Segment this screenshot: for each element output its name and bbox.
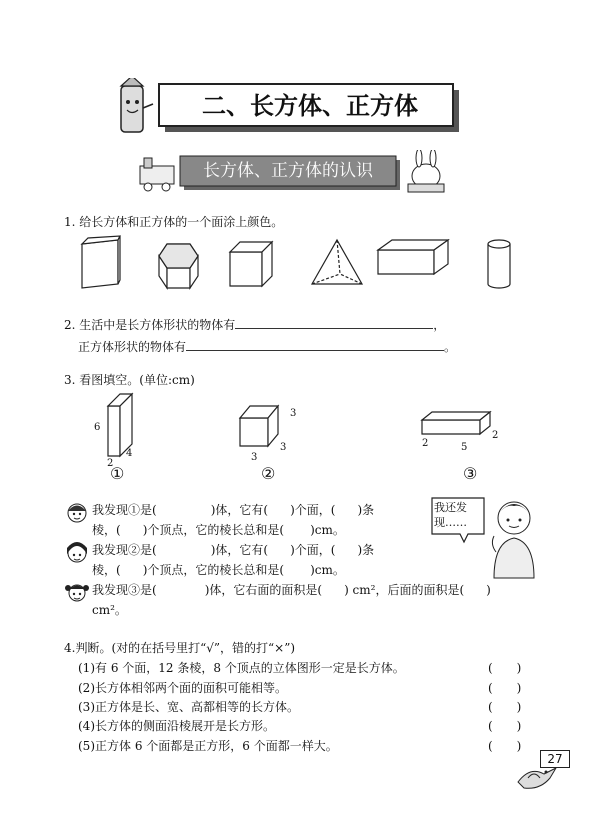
sub-title: 长方体、正方体的认识 [203, 161, 373, 181]
cylinder-shape [488, 240, 510, 288]
q4-item-3: (3)正方体是长、宽、高都相等的长方体。 [78, 700, 299, 714]
pyramid-shape [312, 240, 362, 284]
figure-2-cube [240, 406, 278, 446]
q4-answer-1[interactable]: ( ) [488, 661, 522, 675]
fig2-side-c-label: 3 [251, 452, 258, 463]
fig2-label: ② [261, 464, 276, 483]
f1-line2-c: )cm。 [310, 523, 345, 537]
q2-line1-end: ， [433, 318, 446, 332]
f1-line1-c: )个面，( [290, 503, 336, 517]
long-box-shape [378, 240, 448, 274]
girl-pigtails-avatar-icon [64, 580, 90, 604]
f2-line2-b: )个顶点，它的棱长总和是( [142, 563, 285, 577]
cube-shape [230, 242, 272, 286]
page-number: 27 [540, 750, 570, 768]
fig3-length-label: 5 [461, 442, 468, 453]
f3-line1-c: ) cm²，后面的面积是( [344, 583, 465, 597]
hexagonal-prism-shape [159, 244, 198, 288]
q2-line2 [78, 338, 456, 355]
f3-line1-d: ) [486, 583, 491, 597]
q4-answer-2[interactable]: ( ) [488, 681, 522, 695]
train-icon [140, 158, 174, 191]
f2-line2-c: )cm。 [310, 563, 345, 577]
pencil-mascot-icon [121, 78, 153, 132]
fig2-side-a-label: 3 [290, 408, 297, 419]
f2-line2 [92, 562, 345, 578]
fig3-width-label: 2 [422, 438, 429, 449]
f2-line1 [92, 542, 374, 558]
main-title: 二、长方体、正方体 [202, 91, 418, 120]
fig3-height-label: 2 [492, 430, 499, 441]
f3-line1-a: 我发现③是( [92, 583, 157, 597]
f2-line1-c: )个面，( [290, 543, 336, 557]
q3-figures [80, 388, 520, 488]
q3-text: 3. 看图填空。(单位:cm) [64, 373, 195, 387]
q4-answer-3[interactable]: ( ) [488, 700, 522, 714]
q2-line1 [64, 316, 445, 333]
fig1-label: ① [110, 464, 125, 483]
f2-line1-b: )体，它有( [210, 543, 269, 557]
q4-item-2: (2)长方体相邻两个面的面积可能相等。 [78, 681, 287, 695]
q2-line2-end: 。 [444, 340, 457, 354]
f2-line1-a: 我发现②是( [92, 543, 157, 557]
f3-line1 [92, 582, 491, 598]
speech-bubble-text: 我还发现…… [434, 501, 467, 529]
fig1-depth-label: 2 [107, 458, 114, 469]
f1-line1-b: )体，它有( [210, 503, 269, 517]
f2-line1-d: )条 [357, 543, 375, 557]
rabbit-icon [408, 150, 444, 192]
f1-line1 [92, 502, 374, 518]
q4-text: 4.判断。(对的在括号里打“√”，错的打“×”) [64, 641, 296, 655]
thinking-boy-icon [492, 502, 534, 578]
q4-item-5: (5)正方体 6 个面都是正方形，6 个面都一样大。 [78, 739, 338, 753]
f1-line1-a: 我发现①是( [92, 503, 157, 517]
f3-line2: cm²。 [92, 603, 127, 617]
boy-avatar-icon [64, 500, 90, 524]
q4-answer-5[interactable]: ( ) [488, 739, 522, 753]
q2-line2-text: 正方体形状的物体有 [78, 340, 187, 354]
q4-item-4: (4)长方体的侧面沿棱展开是长方形。 [78, 719, 275, 733]
f1-line2 [92, 522, 345, 538]
q1-text: 1. 给长方体和正方体的一个面涂上颜色。 [64, 215, 284, 229]
q2-line1-text: 2. 生活中是长方体形状的物体有 [64, 318, 236, 332]
f3-line1-b: )体，它右面的面积是( [204, 583, 323, 597]
fig1-width-label: 4 [126, 448, 133, 459]
q4-item-1: (1)有 6 个面，12 条棱，8 个顶点的立体图形一定是长方体。 [78, 661, 405, 675]
fig2-side-b-label: 3 [280, 442, 287, 453]
f1-line2-b: )个顶点，它的棱长总和是( [142, 523, 285, 537]
f1-line2-a: 棱，( [92, 523, 121, 537]
girl-avatar-icon [64, 540, 90, 564]
thin-box-shape [82, 236, 120, 288]
f1-line1-d: )条 [357, 503, 375, 517]
fig1-height-label: 6 [94, 422, 101, 433]
f2-line2-a: 棱，( [92, 563, 121, 577]
q2-answer-line-2[interactable] [186, 338, 444, 351]
q4-answer-4[interactable]: ( ) [488, 719, 522, 733]
q2-answer-line-1[interactable] [235, 316, 433, 329]
q1-shapes [72, 232, 532, 294]
fig3-label: ③ [463, 464, 478, 483]
figure-3-box [422, 412, 490, 434]
